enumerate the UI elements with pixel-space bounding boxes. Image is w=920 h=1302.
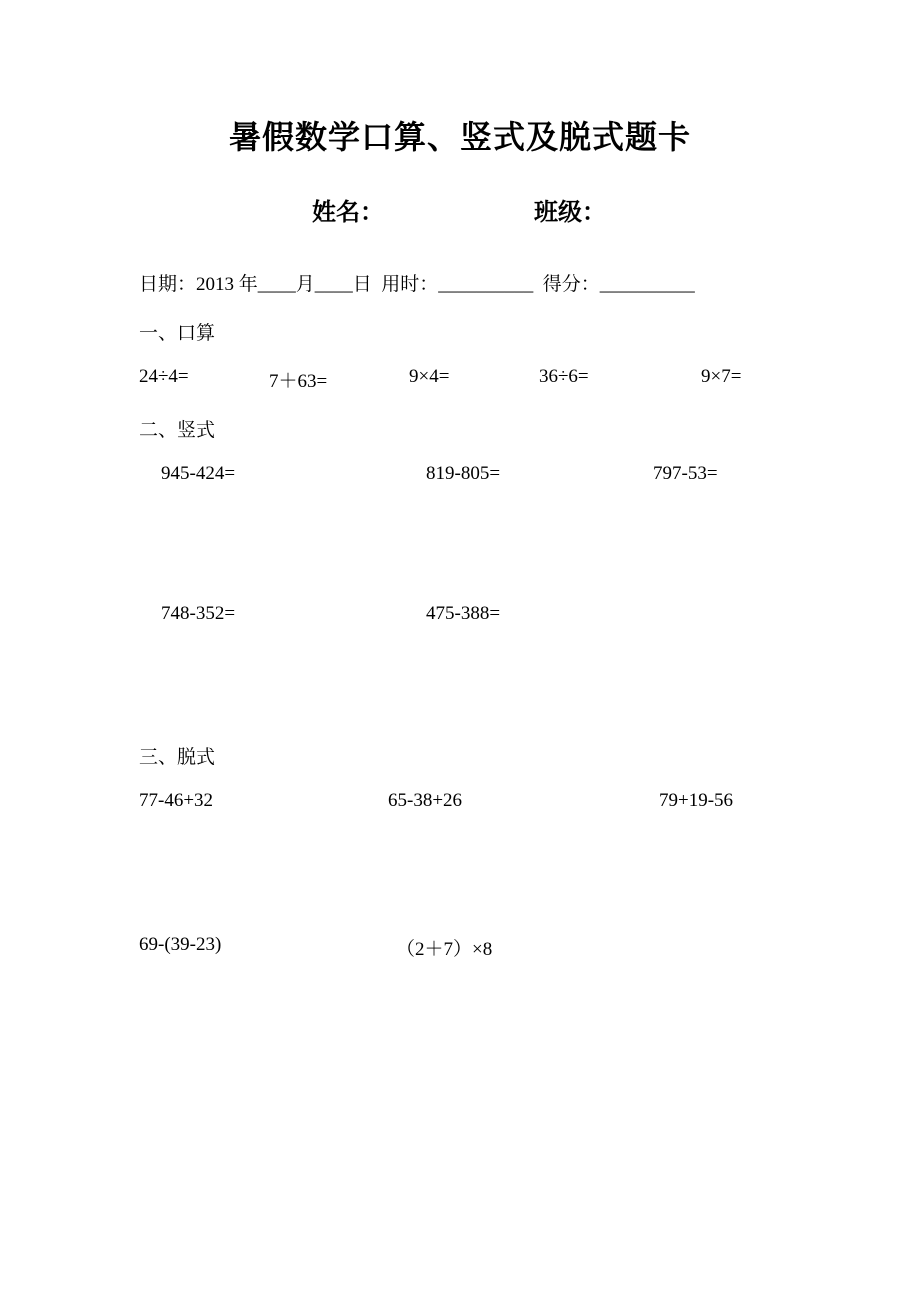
page-title: 暑假数学口算、竖式及脱式题卡 [228,118,691,156]
vertical-problem: 819-805= [426,463,501,484]
oral-problem: 7＋63= [269,371,328,392]
stepwise-problem: （2＋7）×8 [396,939,493,960]
stepwise-problem: 65-38+26 [388,790,463,811]
name-label: 姓名： [312,198,384,226]
section-heading-stepwise: 三、脱式 [139,747,216,768]
oral-problem: 36÷6= [539,366,589,387]
vertical-problem: 475-388= [426,603,501,624]
oral-problem: 24÷4= [139,366,189,387]
info-line: 日期：2013 年____月____日 用时：__________ 得分：__________ [139,274,695,295]
class-label: 班级： [534,198,606,226]
vertical-problem: 797-53= [653,463,718,484]
oral-problem: 9×4= [409,366,450,387]
vertical-problem: 945-424= [161,463,236,484]
stepwise-problem: 77-46+32 [139,790,214,811]
section-heading-oral: 一、口算 [139,323,216,344]
section-heading-vertical: 二、竖式 [139,420,216,441]
vertical-problem: 748-352= [161,603,236,624]
stepwise-problem: 69-(39-23) [139,934,222,955]
stepwise-problem: 79+19-56 [659,790,734,811]
oral-problem: 9×7= [701,366,742,387]
